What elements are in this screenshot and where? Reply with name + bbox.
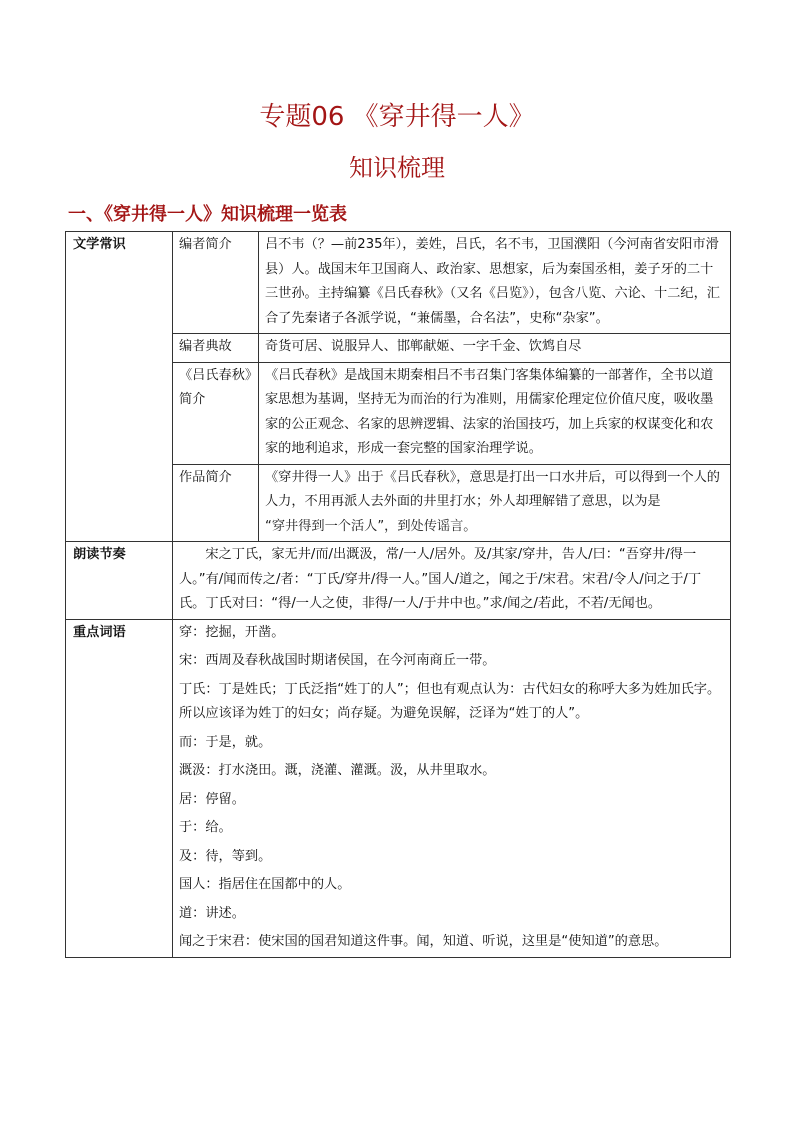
list-item: 居：停留。: [179, 791, 245, 807]
list-item: 溉汲：打水浇田。溉，浇灌、灌溉。汲，从井里取水。: [179, 763, 496, 778]
content-text: 《穿井得一人》出于《吕氏春秋》，意思是打出一口水井后，可以得到一个人的人力，不用再派人去外面的井里打水；外人却理解错了意思，以为是: [265, 469, 720, 509]
table-row: [66, 619, 731, 957]
list-item: 穿：挖掘，开凿。: [179, 624, 285, 640]
section-heading: 一、《穿井得一人》知识梳理一览表: [68, 204, 347, 225]
category-cell: 重点词语: [66, 619, 173, 957]
subcategory-cell: 编者典故: [173, 334, 259, 363]
content-cell: 吕不韦（？—前235年），姜姓，吕氏，名不韦，卫国濮阳（今河南省安阳市滑县）人。战国末年卫国商人、政治家、思想家，后为秦国丞相，姜子牙的二十三世孙。主持编纂《吕氏春秋》（又名《吕览》），包含八览、六论、十二纪，汇合了先秦诸子各派学说，“兼儒墨，合名法”，史称“杂家”。: [259, 232, 731, 334]
vocabulary-cell: [173, 619, 731, 957]
table-row: [66, 232, 731, 334]
list-item: 于：给。: [179, 820, 232, 835]
list-item: 闻之于宋君：使宋国的国君知道这件事。闻，知道、听说，这里是“使知道”的意思。: [179, 934, 668, 949]
subcategory-cell: 作品简介: [173, 464, 259, 542]
content-cell: 《吕氏春秋》是战国末期秦相吕不韦召集门客集体编纂的一部著作，全书以道家思想为基调，坚持无为而治的行为准则，用儒家伦理定位价值尺度，吸收墨家的公正观念、名家的思辨逻辑、法家的治国技巧，加上兵家的权谋变化和农家的地利追求，形成一套完整的国家治理学说。: [259, 362, 731, 464]
knowledge-table: [65, 231, 731, 958]
category-cell: 文学常识: [66, 232, 173, 542]
page-subtitle: 知识梳理: [349, 154, 445, 182]
content-cell: [259, 464, 731, 542]
list-item: 道：讲述。: [179, 905, 245, 921]
page-title: 专题06 《穿井得一人》: [259, 102, 535, 132]
list-item: 及：待，等到。: [179, 848, 272, 864]
subcategory-cell: 编者简介: [173, 232, 259, 334]
content-cell: 奇货可居、说服异人、邯郸献姬、一字千金、饮鸩自尽: [259, 334, 731, 363]
table-row: [66, 542, 731, 620]
content-text: “穿井得到一个活人”，到处传谣言。: [265, 518, 477, 534]
list-item: 国人：指居住在国都中的人。: [179, 877, 351, 892]
category-cell: 朗读节奏: [66, 542, 173, 620]
reading-rhythm-cell: 宋之丁氏，家无井/而/出溉汲，常/一人/居外。及/其家/穿井，告人/曰：“吾穿井/得一人。”有/闻而传之/者：“丁氏/穿井/得一人。”国人/道之，闻之于/宋君。宋君/令人/问之于/丁氏。丁氏对曰：“得/一人之使，非得/一人/于井中也。”求/闻之/若此，不若/无闻也。: [173, 542, 731, 620]
list-item: 丁氏：丁是姓氏；丁氏泛指“姓丁的人”；但也有观点认为：古代妇女的称呼大多为姓加氏字。所以应该译为姓丁的妇女；尚存疑。为避免误解，泛译为“姓丁的人”。: [179, 681, 721, 721]
list-item: 宋：西周及春秋战国时期诸侯国，在今河南商丘一带。: [179, 653, 496, 668]
list-item: 而：于是，就。: [179, 734, 272, 750]
subcategory-cell: 《吕氏春秋》简介: [173, 362, 259, 464]
